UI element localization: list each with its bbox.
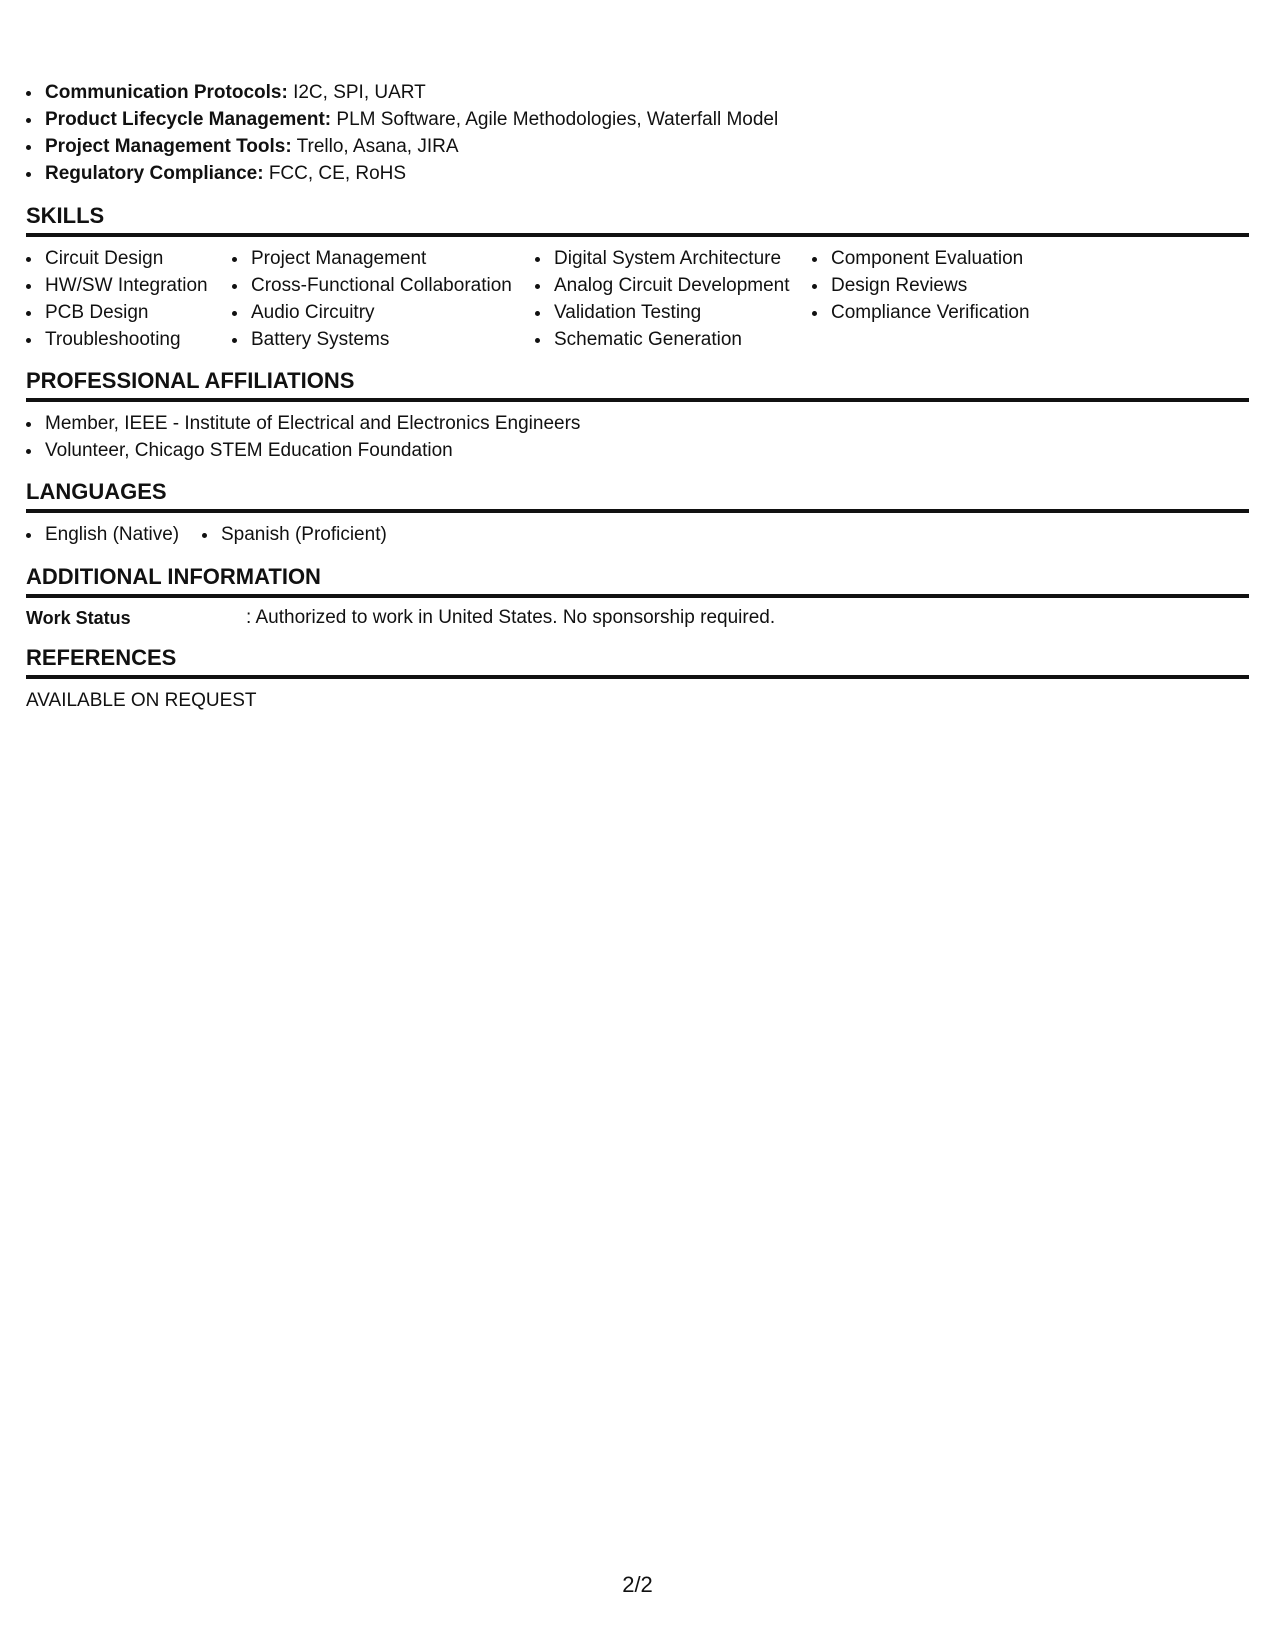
skill-item: HW/SW Integration: [26, 272, 208, 299]
list-item: [26, 79, 778, 106]
list-item: [26, 160, 778, 187]
item-label: Regulatory Compliance:: [45, 163, 264, 184]
skill-item: Troubleshooting: [26, 326, 208, 353]
affiliations-list: [26, 410, 580, 464]
list-item: Member, IEEE - Institute of Electrical and Electronics Engineers: [26, 410, 580, 437]
skill-item: PCB Design: [26, 299, 208, 326]
skill-item: Battery Systems: [232, 326, 512, 353]
item-value: FCC, CE, RoHS: [263, 163, 407, 184]
item-label: Communication Protocols:: [45, 82, 288, 103]
references-text: AVAILABLE ON REQUEST: [26, 690, 257, 711]
skill-item: Analog Circuit Development: [535, 272, 790, 299]
item-value: PLM Software, Agile Methodologies, Waterfall Model: [331, 109, 779, 130]
item-value: Trello, Asana, JIRA: [291, 136, 459, 157]
page-number: 2/2: [622, 1572, 653, 1597]
skill-item: Project Management: [232, 245, 512, 272]
skills-column: [232, 245, 512, 353]
list-item: [26, 106, 778, 133]
references-heading: REFERENCES: [26, 645, 1249, 679]
skill-item: Validation Testing: [535, 299, 790, 326]
skill-item: Design Reviews: [812, 272, 1030, 299]
skill-item: Digital System Architecture: [535, 245, 790, 272]
technical-skills-list: [26, 79, 778, 187]
affiliations-heading: PROFESSIONAL AFFILIATIONS: [26, 368, 1249, 402]
item-value: I2C, SPI, UART: [287, 82, 426, 103]
skill-item: Compliance Verification: [812, 299, 1030, 326]
additional-info-heading: ADDITIONAL INFORMATION: [26, 564, 1249, 598]
languages-heading: LANGUAGES: [26, 479, 1249, 513]
list-item: Volunteer, Chicago STEM Education Foundation: [26, 437, 580, 464]
item-label: Product Lifecycle Management:: [45, 109, 332, 130]
item-label: Project Management Tools:: [45, 136, 292, 157]
skills-column: [812, 245, 1030, 326]
skill-item: Audio Circuitry: [232, 299, 512, 326]
list-item: Spanish (Proficient): [202, 521, 387, 548]
skill-item: Component Evaluation: [812, 245, 1030, 272]
list-item: [26, 133, 778, 160]
skill-item: Circuit Design: [26, 245, 208, 272]
skill-item: Cross-Functional Collaboration: [232, 272, 512, 299]
work-status-label: Work Status: [26, 608, 131, 628]
skills-column: [535, 245, 790, 353]
skills-heading: SKILLS: [26, 203, 1249, 237]
skills-column: [26, 245, 208, 353]
list-item: English (Native): [26, 521, 179, 548]
skill-item: Schematic Generation: [535, 326, 790, 353]
work-status-value: : Authorized to work in United States. No sponsorship required.: [246, 607, 776, 628]
